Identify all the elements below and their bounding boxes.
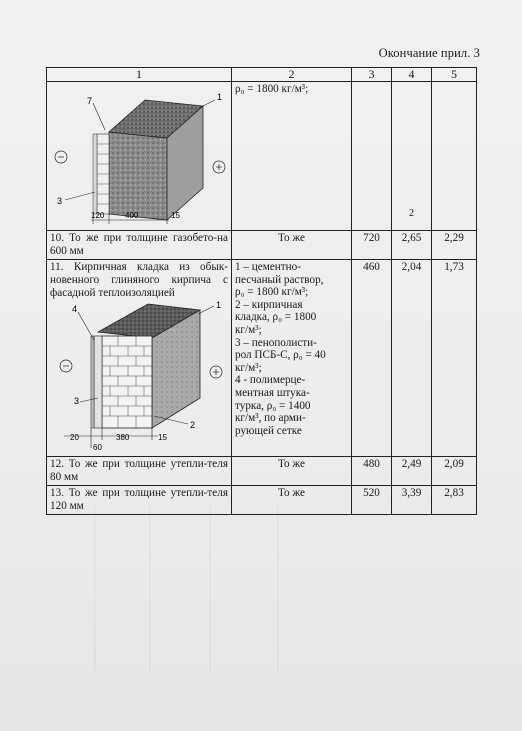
diagram-label-1b: 1 bbox=[216, 300, 222, 310]
row11-material-line: турка, ρ₀ = 1400 bbox=[235, 399, 311, 412]
row11-material-line: ментная штука- bbox=[235, 386, 310, 399]
row11-col3: 460 bbox=[352, 260, 392, 457]
diagram-dim-15b: 15 bbox=[158, 433, 167, 442]
page-header: Окончание прил. 3 bbox=[378, 46, 480, 60]
row11-description: 11. Кирпичная кладка из обык-новенного глиняного кирпича с фасадной теплоизоляцией bbox=[50, 261, 228, 299]
row-top-col2: ρ₀ = 1800 кг/м³; bbox=[232, 82, 352, 231]
row11-material-line: кг/м³; bbox=[235, 361, 262, 374]
table-row bbox=[47, 82, 477, 231]
row10-description: 10. То же при толщине газобето-на 600 мм bbox=[47, 231, 232, 260]
row-top-col4 bbox=[392, 82, 432, 231]
wall-diagram-cell-top bbox=[47, 82, 232, 231]
row11-material-line: кг/м³; bbox=[235, 323, 262, 336]
header-col-2: 2 bbox=[232, 68, 352, 82]
diagram-label-3b: 3 bbox=[74, 396, 80, 406]
row13-material: То же bbox=[232, 486, 352, 515]
diagram-dim-380: 380 bbox=[116, 433, 130, 442]
row13-col4: 3,39 bbox=[392, 486, 432, 515]
row-top-col4-mark: 2 bbox=[409, 208, 414, 219]
header-col-4: 4 bbox=[392, 68, 432, 82]
row11-col5: 1,73 bbox=[432, 260, 477, 457]
diagram-label-2: 2 bbox=[190, 420, 196, 430]
row11-material-line: кладка, ρ₀ = 1800 bbox=[235, 311, 317, 324]
row12-col4: 2,49 bbox=[392, 457, 432, 486]
header-col-3: 3 bbox=[352, 68, 392, 82]
row13-col3: 520 bbox=[352, 486, 392, 515]
wall-section-diagram-gas-concrete bbox=[47, 82, 231, 226]
row11-material-line: ρ₀ = 1800 кг/м³; bbox=[235, 286, 309, 299]
row11-col4: 2,04 bbox=[392, 260, 432, 457]
row12-col5: 2,09 bbox=[432, 457, 477, 486]
row-top-col5 bbox=[432, 82, 477, 231]
row10-col5: 2,29 bbox=[432, 231, 477, 260]
table-row bbox=[47, 486, 477, 515]
row11-material-line: песчаный раствор, bbox=[235, 273, 324, 286]
row11-material-line: 1 – цементно- bbox=[235, 261, 301, 273]
diagram-label-1: 1 bbox=[217, 92, 223, 102]
table-row bbox=[47, 457, 477, 486]
row10-col4: 2,65 bbox=[392, 231, 432, 260]
header-col-1: 1 bbox=[47, 68, 232, 82]
row11-material-line: кг/м³, по арми- bbox=[235, 412, 306, 425]
diagram-dim-20: 20 bbox=[70, 433, 79, 442]
row12-material: То же bbox=[232, 457, 352, 486]
table-header-row bbox=[47, 68, 477, 82]
row11-material-line: 2 – кирпичная bbox=[235, 298, 303, 311]
diagram-dim-120: 120 bbox=[91, 211, 105, 220]
wall-section-diagram-brick bbox=[50, 300, 228, 452]
row11-material-line: рующей сетке bbox=[235, 424, 302, 437]
table-row bbox=[47, 260, 477, 457]
row13-col5: 2,83 bbox=[432, 486, 477, 515]
diagram-label-7: 7 bbox=[87, 96, 93, 106]
row12-description: 12. То же при толщине утепли-теля 80 мм bbox=[47, 457, 232, 486]
row12-col3: 480 bbox=[352, 457, 392, 486]
diagram-label-3: 3 bbox=[57, 196, 63, 206]
row11-material-line: 4 - полимерце- bbox=[235, 374, 306, 387]
row11-material-line: 3 – пенополисти- bbox=[235, 336, 317, 349]
diagram-dim-400: 400 bbox=[125, 211, 139, 220]
row-top-col3 bbox=[352, 82, 392, 231]
diagram-label-4: 4 bbox=[72, 304, 78, 314]
row13-description: 13. То же при толщине утепли-теля 120 мм bbox=[47, 486, 232, 515]
diagram-dim-15: 15 bbox=[171, 211, 180, 220]
row10-col3: 720 bbox=[352, 231, 392, 260]
header-col-5: 5 bbox=[432, 68, 477, 82]
row10-material: То же bbox=[232, 231, 352, 260]
data-table bbox=[46, 67, 477, 515]
row11-materials bbox=[232, 260, 352, 457]
table-row bbox=[47, 231, 477, 260]
diagram-dim-60: 60 bbox=[93, 443, 102, 452]
row11-material-line: рол ПСБ-С, ρ₀ = 40 bbox=[235, 349, 326, 362]
row11-description-cell bbox=[47, 260, 232, 457]
